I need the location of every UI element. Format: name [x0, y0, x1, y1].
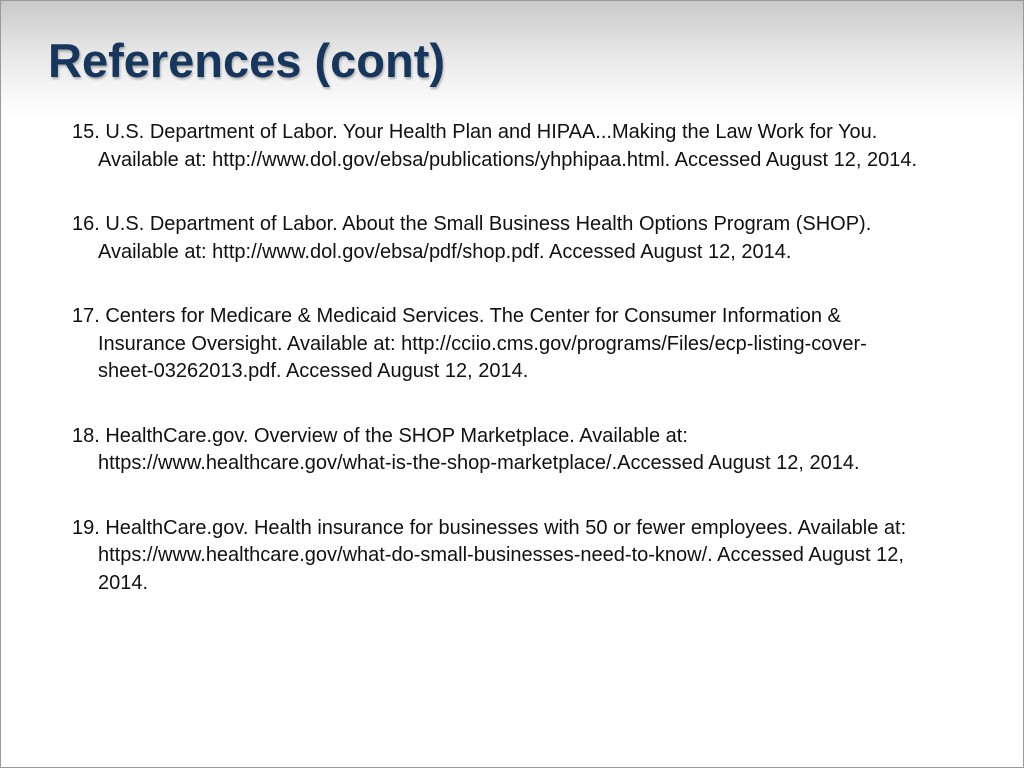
reference-item-18: 18. HealthCare.gov. Overview of the SHOP Marketplace. Available at: https://www.healthcare.gov/what-is-the-shop-marketplace/.Accessed August 12, 2014.: [72, 424, 860, 474]
references-list: [72, 119, 922, 597]
reference-item-16: 16. U.S. Department of Labor. About the Small Business Health Options Program (SHOP). Available at: http://www.dol.gov/ebsa/pdf/shop.pdf. Accessed August 12, 2014.: [72, 213, 872, 263]
reference-item-17: 17. Centers for Medicare & Medicaid Services. The Center for Consumer Information & Insurance Oversight. Available at: http://cciio.cms.gov/programs/Files/ecp-listing-cover-sheet-03262013.pdf. Accessed August 12, 2014.: [72, 305, 867, 382]
slide-title: References (cont): [48, 34, 445, 87]
reference-item-19: 19. HealthCare.gov. Health insurance for businesses with 50 or fewer employees. Available at: https://www.healthcare.gov/what-do-small-businesses-need-to-know/. Accessed August 12, 2014.: [72, 516, 907, 594]
reference-item-15: 15. U.S. Department of Labor. Your Health Plan and HIPAA...Making the Law Work for You. Available at: http://www.dol.gov/ebsa/publications/yhphipaa.html. Accessed August 12, 2014.: [72, 121, 918, 171]
